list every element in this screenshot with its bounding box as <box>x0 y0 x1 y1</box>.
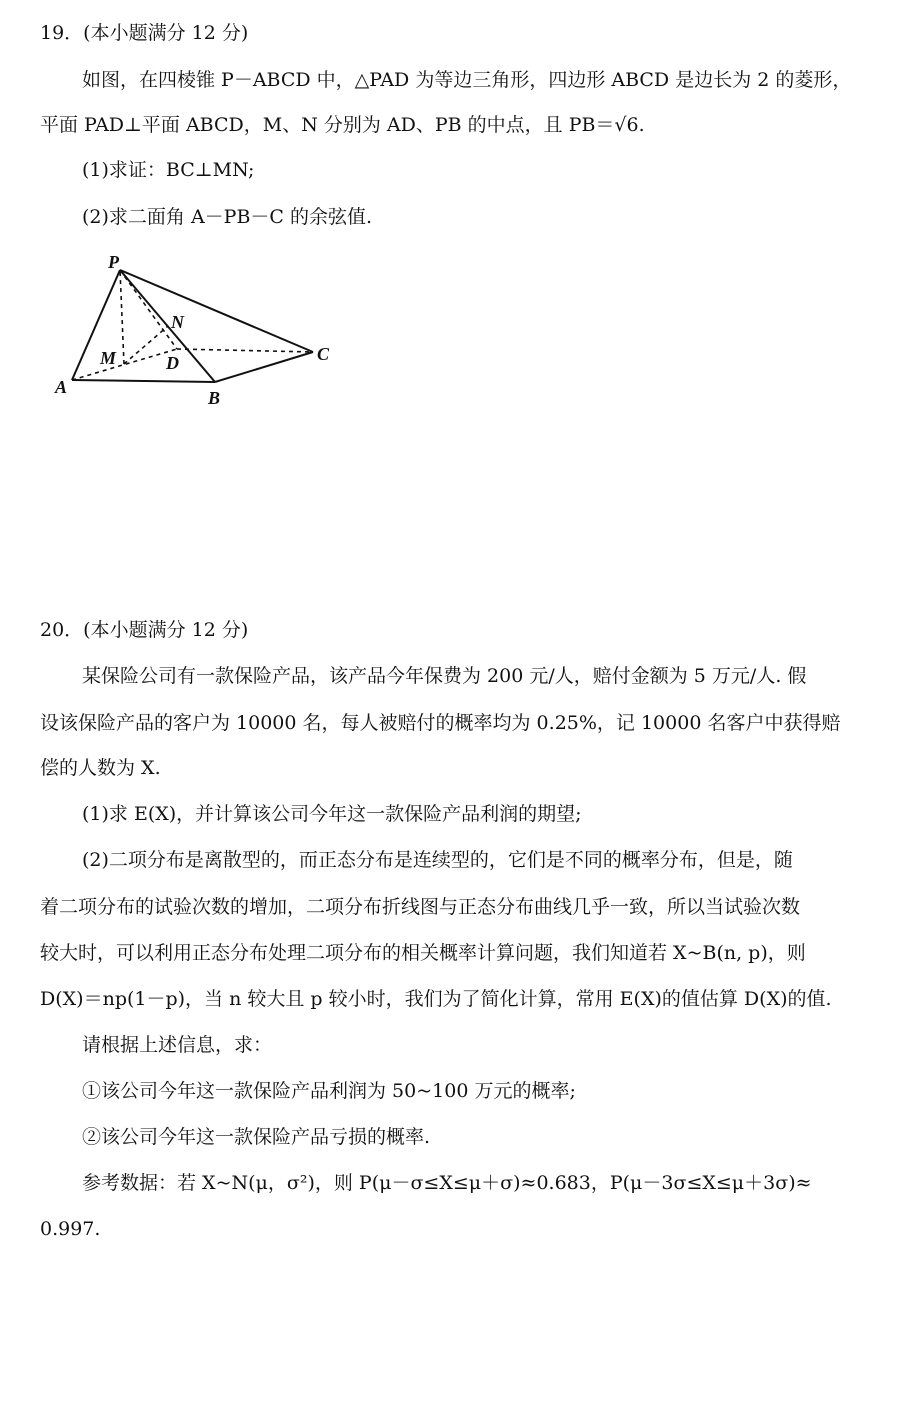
q20-prompt: 请根据上述信息，求： <box>82 1034 273 1056</box>
q20-part2-line2: 着二项分布的试验次数的增加，二项分布折线图与正态分布曲线几乎一致，所以当试验次数 <box>40 896 801 918</box>
q20-reference-line2: 0.997. <box>40 1218 101 1240</box>
label-P: P <box>108 252 119 272</box>
q20-part1: (1)求 E(X)，并计算该公司今年这一款保险产品利润的期望; <box>82 803 582 825</box>
label-N: N <box>171 312 184 332</box>
edge-BC <box>215 352 313 382</box>
q19-header: 19．(本小题满分 12 分) <box>40 22 249 44</box>
q20-reference-line1: 参考数据：若 X~N(μ，σ²)，则 P(μ－σ≤X≤μ＋σ)≈0.683，P(μ－3σ≤X≤μ＋3σ)≈ <box>82 1172 812 1194</box>
q19-part1: (1)求证：BC⊥MN; <box>82 159 255 181</box>
label-M: M <box>100 348 117 368</box>
q20-header: 20．(本小题满分 12 分) <box>40 619 249 641</box>
edge-AB <box>72 380 215 382</box>
segment-MN <box>124 326 168 364</box>
q19-stem-line1: 如图，在四棱锥 P－ABCD 中，△PAD 为等边三角形，四边形 ABCD 是边长为 2 的菱形， <box>82 69 852 91</box>
q19-part2: (2)求二面角 A－PB－C 的余弦值. <box>82 206 373 228</box>
q20-part2-line1: (2)二项分布是离散型的，而正态分布是连续型的，它们是不同的概率分布，但是，随 <box>82 849 793 871</box>
label-C: C <box>317 344 330 364</box>
q20-stem-line3: 偿的人数为 X. <box>40 757 161 779</box>
segment-PM <box>120 270 124 364</box>
q20-sub2: ②该公司今年这一款保险产品亏损的概率. <box>82 1126 431 1148</box>
q20-sub1: ①该公司今年这一款保险产品利润为 50~100 万元的概率; <box>82 1080 576 1102</box>
q19-stem-line2: 平面 PAD⊥平面 ABCD，M、N 分别为 AD、PB 的中点，且 PB＝√6. <box>40 114 645 136</box>
q20-stem-line1: 某保险公司有一款保险产品，该产品今年保费为 200 元/人，赔付金额为 5 万元/人. 假 <box>82 665 807 687</box>
edge-DC <box>177 349 313 352</box>
pyramid-figure <box>50 248 350 413</box>
label-D: D <box>166 353 179 373</box>
label-B: B <box>208 388 221 408</box>
q20-part2-line3: 较大时，可以利用正态分布处理二项分布的相关概率计算问题，我们知道若 X~B(n, p)，则 <box>40 942 806 964</box>
label-A: A <box>55 377 68 397</box>
q20-part2-line4: D(X)＝np(1－p)，当 n 较大且 p 较小时，我们为了简化计算，常用 E(X)的值估算 D(X)的值. <box>40 988 832 1010</box>
q20-stem-line2: 设该保险产品的客户为 10000 名，每人被赔付的概率均为 0.25%，记 10000 名客户中获得赔 <box>40 712 841 734</box>
